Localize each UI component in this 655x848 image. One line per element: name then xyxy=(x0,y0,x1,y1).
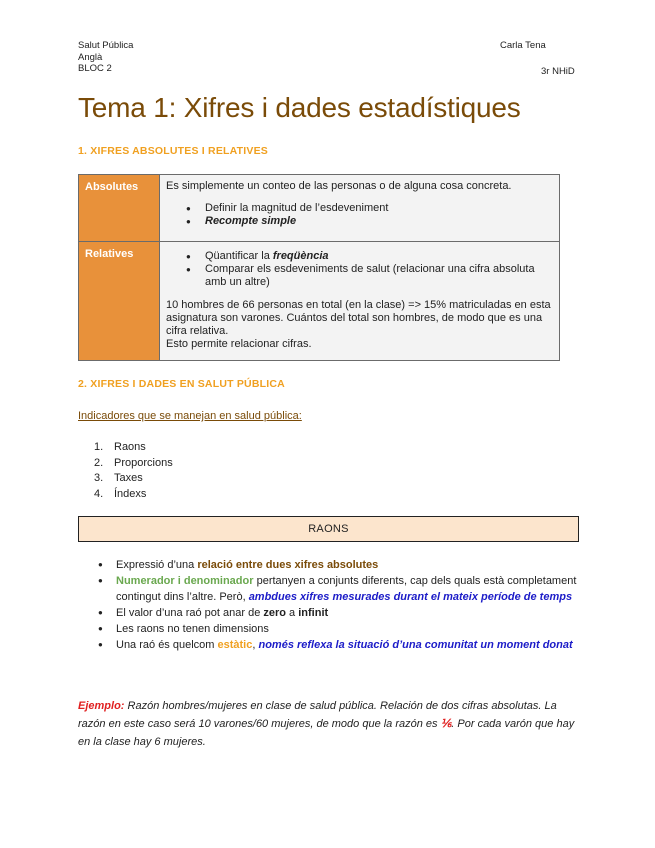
list-item: 2. Proporcions xyxy=(94,456,173,469)
header-block: BLOC 2 xyxy=(78,63,112,74)
table-row xyxy=(79,242,560,361)
ratio-fraction: ⅙ xyxy=(440,718,452,730)
relatives-example: 10 hombres de 66 personas en total (en la clase) => 15% matriculadas en esta asignatura son varones. Cuántos del total son hombres, de modo que es una cifra relativa. xyxy=(166,299,551,337)
example-paragraph: Ejemplo: Razón hombres/mujeres en clase de salud pública. Relación de dos cifras absolutas. La razón en este caso será 10 varones/60 mujeres, de modo que la razón es ⅙. Por cada varón que hay en la clase hay 6 mujeres. xyxy=(78,700,575,748)
table-row xyxy=(79,175,560,242)
section-heading-2: 2. XIFRES I DADES EN SALUT PÚBLICA xyxy=(78,378,285,390)
row-content-absolutes xyxy=(160,175,560,242)
row-content-relatives xyxy=(160,242,560,361)
list-item: ● Les raons no tenen dimensions xyxy=(98,621,583,637)
list-item: ● Qüantificar la freqüència xyxy=(186,250,553,263)
absolutes-bullets xyxy=(186,202,553,228)
relatives-note: Esto permite relacionar cifras. xyxy=(166,338,312,350)
page-title: Tema 1: Xifres i dades estadístiques xyxy=(78,92,521,123)
absolutes-intro: Es simplemente un conteo de las personas o de alguna cosa concreta. xyxy=(166,180,512,192)
list-item: ● Expressió d’una relació entre dues xifres absolutes xyxy=(98,557,583,573)
list-item: ● Recompte simple xyxy=(186,215,553,228)
header-author: Carla Tena xyxy=(500,40,546,51)
raons-box: RAONS xyxy=(78,516,579,542)
list-item: ● Definir la magnitud de l’esdeveniment xyxy=(186,202,553,215)
list-item: ● Una raó és quelcom estàtic, només reflexa la situació d’una comunitat un moment donat xyxy=(98,637,583,653)
list-item: ● El valor d’una raó pot anar de zero a infinit xyxy=(98,605,583,621)
list-item: ● Numerador i denominador pertanyen a conjunts diferents, cap dels quals està completament contingut dins l’altre. Però, ambdues xifres mesurades durant el mateix període de temps xyxy=(98,573,583,605)
section-heading-1: 1. XIFRES ABSOLUTES I RELATIVES xyxy=(78,145,268,157)
list-item: 1. Raons xyxy=(94,441,146,453)
comparison-table xyxy=(78,174,560,361)
list-item: 4. Índexs xyxy=(94,487,147,500)
header-subject: Salut Pública xyxy=(78,40,134,51)
header-left xyxy=(78,40,133,75)
relatives-bullets xyxy=(186,250,553,289)
row-label-absolutes: Absolutes xyxy=(79,175,160,242)
example-label: Ejemplo: xyxy=(78,700,125,712)
header-language: Anglà xyxy=(78,51,103,63)
indicators-list xyxy=(94,440,173,502)
list-item: ● Comparar els esdeveniments de salut (relacionar una cifra absoluta amb un altre) xyxy=(186,263,553,289)
header-course: 3r NHiD xyxy=(541,66,575,77)
list-item: 3. Taxes xyxy=(94,472,143,484)
indicators-heading: Indicadores que se manejan en salud pública: xyxy=(78,410,302,422)
raons-bullets xyxy=(98,557,583,653)
row-label-relatives: Relatives xyxy=(79,242,160,361)
